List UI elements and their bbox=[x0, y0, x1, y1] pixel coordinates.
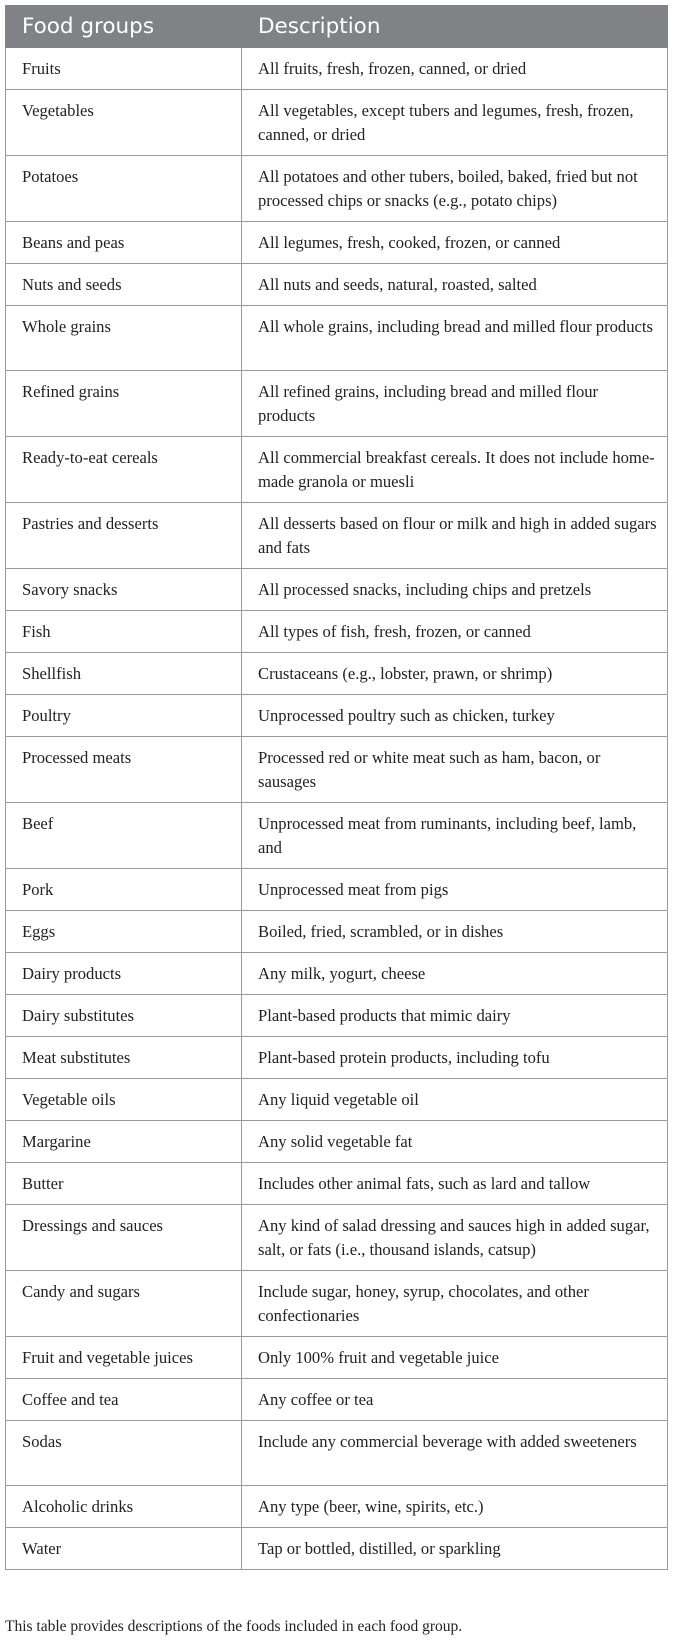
description-cell: Include any commercial beverage with added sweeteners bbox=[242, 1421, 668, 1486]
description-cell: Boiled, fried, scrambled, or in dishes bbox=[242, 911, 668, 953]
food-group-cell: Refined grains bbox=[6, 371, 242, 437]
table-row bbox=[6, 222, 668, 264]
header-description: Description bbox=[242, 6, 668, 48]
table-row bbox=[6, 503, 668, 569]
description-cell: Processed red or white meat such as ham, bacon, or sausages bbox=[242, 737, 668, 803]
description-cell: Any liquid vegetable oil bbox=[242, 1079, 668, 1121]
description-cell: Any kind of salad dressing and sauces high in added sugar, salt, or fats (i.e., thousand islands, catsup) bbox=[242, 1205, 668, 1271]
table-row bbox=[6, 1337, 668, 1379]
food-group-cell: Poultry bbox=[6, 695, 242, 737]
food-group-cell: Fruits bbox=[6, 48, 242, 90]
header-row bbox=[6, 6, 668, 48]
table-row bbox=[6, 371, 668, 437]
table-row bbox=[6, 737, 668, 803]
food-group-cell: Meat substitutes bbox=[6, 1037, 242, 1079]
table-row bbox=[6, 1079, 668, 1121]
food-groups-table bbox=[5, 5, 668, 1570]
description-cell: All desserts based on flour or milk and high in added sugars and fats bbox=[242, 503, 668, 569]
food-group-cell: Shellfish bbox=[6, 653, 242, 695]
food-group-cell: Pastries and desserts bbox=[6, 503, 242, 569]
food-group-cell: Candy and sugars bbox=[6, 1271, 242, 1337]
table-row bbox=[6, 653, 668, 695]
table-row bbox=[6, 1271, 668, 1337]
food-group-cell: Sodas bbox=[6, 1421, 242, 1486]
food-group-cell: Potatoes bbox=[6, 156, 242, 222]
food-group-cell: Dairy products bbox=[6, 953, 242, 995]
food-group-cell: Processed meats bbox=[6, 737, 242, 803]
table-header bbox=[6, 6, 668, 48]
food-group-cell: Butter bbox=[6, 1163, 242, 1205]
description-cell: Tap or bottled, distilled, or sparkling bbox=[242, 1528, 668, 1570]
description-cell: Plant-based protein products, including tofu bbox=[242, 1037, 668, 1079]
table-row bbox=[6, 695, 668, 737]
description-cell: All potatoes and other tubers, boiled, baked, fried but not processed chips or snacks (e.g., potato chips) bbox=[242, 156, 668, 222]
table-row bbox=[6, 1486, 668, 1528]
food-group-cell: Fish bbox=[6, 611, 242, 653]
food-group-cell: Vegetables bbox=[6, 90, 242, 156]
description-cell: All legumes, fresh, cooked, frozen, or canned bbox=[242, 222, 668, 264]
table-row bbox=[6, 869, 668, 911]
food-group-cell: Margarine bbox=[6, 1121, 242, 1163]
description-cell: All vegetables, except tubers and legumes, fresh, frozen, canned, or dried bbox=[242, 90, 668, 156]
table-row bbox=[6, 264, 668, 306]
table-row bbox=[6, 1163, 668, 1205]
food-group-cell: Savory snacks bbox=[6, 569, 242, 611]
table-row bbox=[6, 995, 668, 1037]
table-caption: This table provides descriptions of the foods included in each food group. bbox=[5, 1618, 463, 1635]
food-group-cell: Coffee and tea bbox=[6, 1379, 242, 1421]
table-row bbox=[6, 437, 668, 503]
table-row bbox=[6, 156, 668, 222]
description-cell: All fruits, fresh, frozen, canned, or dried bbox=[242, 48, 668, 90]
description-cell: Unprocessed meat from ruminants, including beef, lamb, and bbox=[242, 803, 668, 869]
food-group-cell: Nuts and seeds bbox=[6, 264, 242, 306]
table-row bbox=[6, 569, 668, 611]
food-group-cell: Vegetable oils bbox=[6, 1079, 242, 1121]
description-cell: All nuts and seeds, natural, roasted, salted bbox=[242, 264, 668, 306]
description-cell: All whole grains, including bread and milled flour products bbox=[242, 306, 668, 371]
table-row bbox=[6, 803, 668, 869]
description-cell: Any coffee or tea bbox=[242, 1379, 668, 1421]
description-cell: Any type (beer, wine, spirits, etc.) bbox=[242, 1486, 668, 1528]
food-group-cell: Dairy substitutes bbox=[6, 995, 242, 1037]
food-group-cell: Beans and peas bbox=[6, 222, 242, 264]
description-cell: All refined grains, including bread and milled flour products bbox=[242, 371, 668, 437]
table-row bbox=[6, 48, 668, 90]
description-cell: Unprocessed poultry such as chicken, turkey bbox=[242, 695, 668, 737]
food-group-cell: Dressings and sauces bbox=[6, 1205, 242, 1271]
header-food-groups: Food groups bbox=[6, 6, 242, 48]
description-cell: All types of fish, fresh, frozen, or canned bbox=[242, 611, 668, 653]
table-row bbox=[6, 1205, 668, 1271]
table-row bbox=[6, 953, 668, 995]
food-group-cell: Fruit and vegetable juices bbox=[6, 1337, 242, 1379]
table-row bbox=[6, 1528, 668, 1570]
table-row bbox=[6, 1037, 668, 1079]
food-group-cell: Whole grains bbox=[6, 306, 242, 371]
table-row bbox=[6, 1421, 668, 1486]
table-row bbox=[6, 911, 668, 953]
food-group-cell: Water bbox=[6, 1528, 242, 1570]
description-cell: Unprocessed meat from pigs bbox=[242, 869, 668, 911]
table-body bbox=[6, 48, 668, 1570]
description-cell: Plant-based products that mimic dairy bbox=[242, 995, 668, 1037]
description-cell: Only 100% fruit and vegetable juice bbox=[242, 1337, 668, 1379]
table-row bbox=[6, 1379, 668, 1421]
table-row bbox=[6, 1121, 668, 1163]
table-row bbox=[6, 306, 668, 371]
description-cell: Crustaceans (e.g., lobster, prawn, or shrimp) bbox=[242, 653, 668, 695]
description-cell: All processed snacks, including chips and pretzels bbox=[242, 569, 668, 611]
description-cell: Any milk, yogurt, cheese bbox=[242, 953, 668, 995]
table-row bbox=[6, 611, 668, 653]
table-row bbox=[6, 90, 668, 156]
food-group-cell: Beef bbox=[6, 803, 242, 869]
description-cell: All commercial breakfast cereals. It does not include home-made granola or muesli bbox=[242, 437, 668, 503]
description-cell: Includes other animal fats, such as lard and tallow bbox=[242, 1163, 668, 1205]
food-group-cell: Ready-to-eat cereals bbox=[6, 437, 242, 503]
description-cell: Include sugar, honey, syrup, chocolates, and other confectionaries bbox=[242, 1271, 668, 1337]
food-group-cell: Alcoholic drinks bbox=[6, 1486, 242, 1528]
food-group-cell: Eggs bbox=[6, 911, 242, 953]
description-cell: Any solid vegetable fat bbox=[242, 1121, 668, 1163]
food-group-cell: Pork bbox=[6, 869, 242, 911]
